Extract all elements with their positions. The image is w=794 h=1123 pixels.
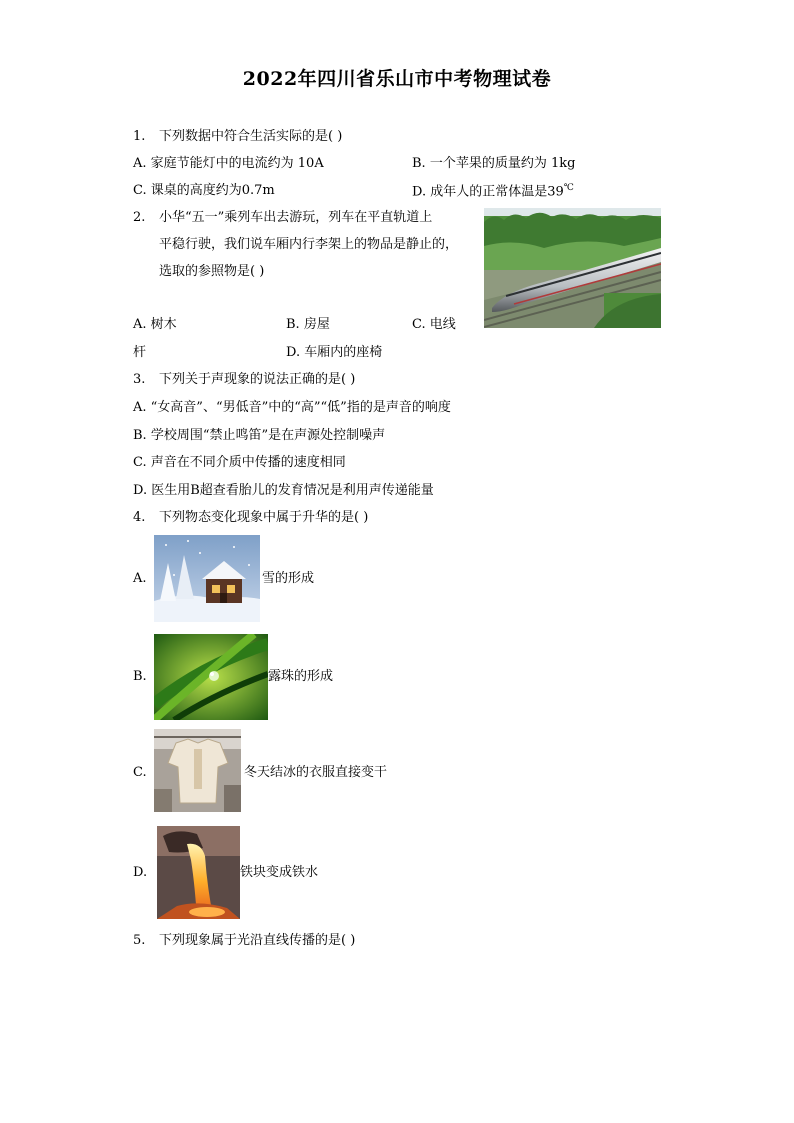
question-text: 下列现象属于光沿直线传播的是( ) [159,933,356,948]
q2-option-b: B. 房屋 [286,317,330,332]
q1-option-d-text: D. 成年人的正常体温是39 [412,184,564,200]
question-text: 下列关于声现象的说法正确的是( ) [159,372,356,387]
question-5-stem [133,934,355,947]
question-number: 5. [133,933,146,948]
question-1-stem [133,130,342,143]
question-2-stem [133,211,432,224]
question-text: 下列数据中符合生活实际的是( ) [159,129,343,144]
q2-option-c: C. 电线 [412,317,456,332]
q4-option-c-text: 冬天结冰的衣服直接变干 [244,765,388,780]
molten-iron-photo [157,826,240,919]
q4-option-b-letter: B. [133,669,147,684]
snowy-house-photo [154,535,260,622]
question-3-stem [133,373,355,386]
question-4-stem [133,511,368,524]
q1-option-a: A. 家庭节能灯中的电流约为 10A [133,156,324,171]
q3-option-c: C. 声音在不同介质中传播的速度相同 [133,455,346,470]
question-number: 4. [133,510,146,525]
q1-option-d [412,184,574,198]
q3-option-a: A. “女高音”、“男低音”中的“高”“低”指的是声音的响度 [133,400,451,415]
frozen-clothes-photo [154,729,241,812]
question-number: 1. [133,129,146,144]
question-2-stem-line3: 选取的参照物是( ) [159,264,265,279]
high-speed-train-photo [484,208,661,328]
q2-option-d: D. 车厢内的座椅 [286,345,383,360]
q4-option-c-letter: C. [133,765,147,780]
question-text: 下列物态变化现象中属于升华的是( ) [159,510,369,525]
celsius-unit: ℃ [563,183,574,193]
q3-option-b: B. 学校周围“禁止鸣笛”是在声源处控制噪声 [133,428,386,443]
question-text: 小华“五一”乘列车出去游玩，列车在平直轨道上 [159,210,433,225]
q2-option-c-continued: 杆 [133,345,147,360]
question-number: 3. [133,372,146,387]
q4-option-a-letter: A. [133,571,147,586]
q2-option-a: A. 树木 [133,317,177,332]
q4-option-a-text: 雪的形成 [262,571,315,586]
q1-option-c: C. 课桌的高度约为0.7m [133,183,275,198]
q4-option-d-text: 铁块变成铁水 [240,865,319,880]
q4-option-b-text: 露珠的形成 [268,669,334,684]
q4-option-d-letter: D. [133,865,148,880]
q1-option-b: B. 一个苹果的质量约为 1kg [412,156,576,171]
dew-on-leaf-photo [154,634,268,720]
question-number: 2. [133,210,146,225]
q3-option-d: D. 医生用B超查看胎儿的发育情况是利用声传递能量 [133,483,434,498]
question-2-stem-line2: 平稳行驶，我们说车厢内行李架上的物品是静止的， [159,237,459,252]
page-title: 2022年四川省乐山市中考物理试卷 [242,68,552,90]
